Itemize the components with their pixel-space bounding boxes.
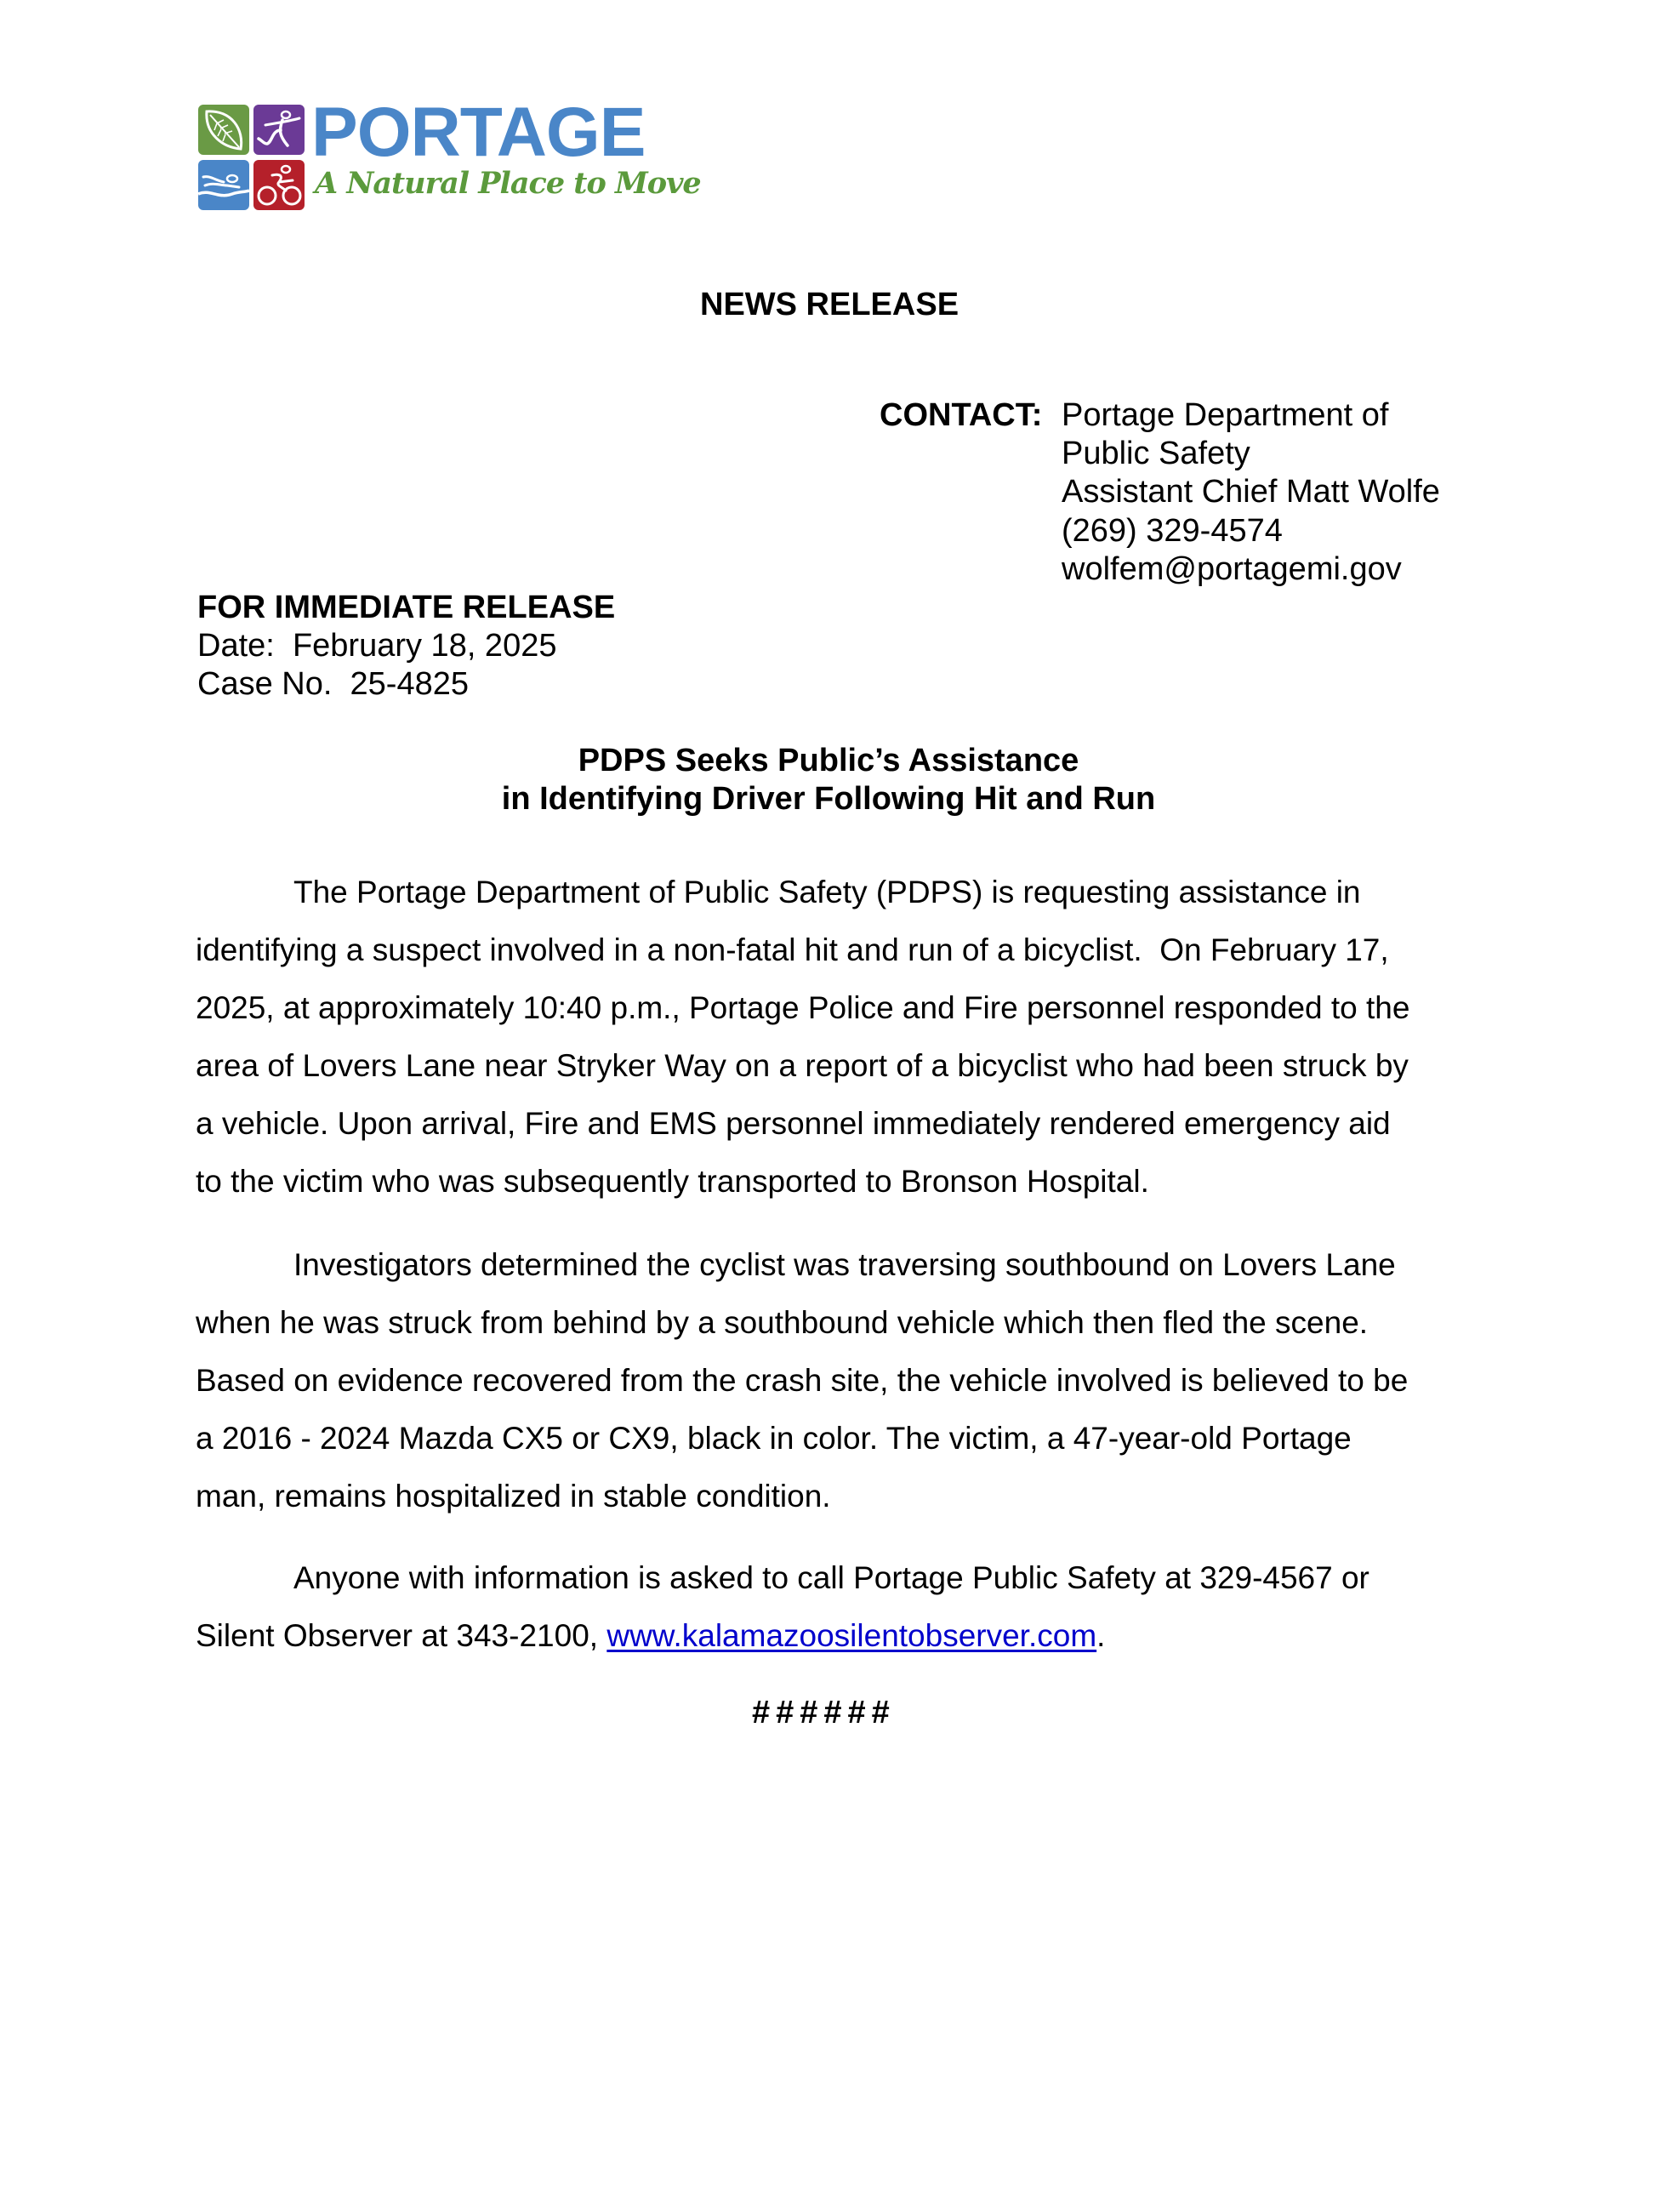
contact-organization-line1: Portage Department of [1062,397,1389,433]
swimmer-icon [198,160,249,210]
body-text: Silent Observer at 343-2100, [196,1618,607,1653]
contact-organization-line2: Public Safety [1062,436,1250,471]
contact-email: wolfem@portagemi.gov [1062,551,1402,587]
contact-phone: (269) 329-4574 [1062,513,1283,549]
headline-line2: in Identifying Driver Following Hit and Run [501,781,1156,817]
leaf-icon [198,105,249,155]
release-status: FOR IMMEDIATE RELEASE [197,590,616,625]
silent-observer-link[interactable]: www.kalamazoosilentobserver.com [606,1618,1097,1653]
body-line: Based on evidence recovered from the crash site, the vehicle involved is believed to be [196,1363,1409,1398]
release-date: Date: February 18, 2025 [197,628,557,664]
case-number: Case No. 25-4825 [197,666,469,702]
brand-tagline: A Natural Place to Move [315,166,701,201]
body-line: Anyone with information is asked to call Portage Public Safety at 329-4567 or [293,1560,1369,1595]
headline-line1: PDPS Seeks Public’s Assistance [578,743,1079,778]
contact-name: Assistant Chief Matt Wolfe [1062,474,1440,510]
body-line: The Portage Department of Public Safety (PDPS) is requesting assistance in [293,875,1361,909]
body-line: area of Lovers Lane near Stryker Way on a report of a bicyclist who had been struck by [196,1048,1409,1083]
end-of-release-marks: ###### [752,1695,896,1730]
body-line: identifying a suspect involved in a non-fatal hit and run of a bicyclist. On February 17, [196,932,1389,967]
body-line: when he was struck from behind by a southbound vehicle which then fled the scene. [196,1305,1369,1340]
contact-label: CONTACT: [880,397,1043,433]
body-line: a 2016 - 2024 Mazda CX5 or CX9, black in color. The victim, a 47-year-old Portage [196,1421,1352,1456]
body-text: . [1096,1618,1106,1653]
brand-name: PORTAGE [311,94,646,171]
portage-logo [198,94,701,215]
body-line: man, remains hospitalized in stable condition. [196,1479,831,1514]
page-title: NEWS RELEASE [700,287,959,322]
body-line [196,1620,1105,1651]
body-line: a vehicle. Upon arrival, Fire and EMS personnel immediately rendered emergency aid [196,1106,1391,1141]
cyclist-icon [253,160,305,210]
body-line: 2025, at approximately 10:40 p.m., Portage Police and Fire personnel responded to the [196,990,1410,1025]
body-line: Investigators determined the cyclist was traversing southbound on Lovers Lane [293,1247,1396,1282]
body-line: to the victim who was subsequently transported to Bronson Hospital. [196,1164,1149,1199]
runner-icon [253,105,305,155]
